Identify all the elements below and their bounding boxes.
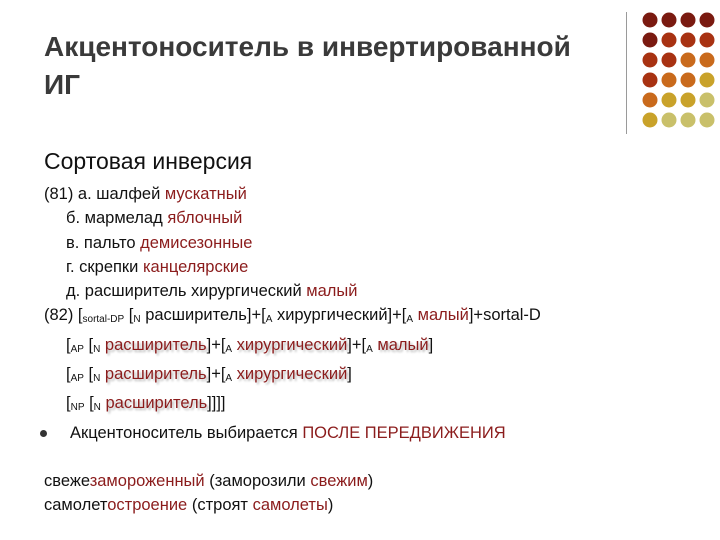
example-82-line-2: [$_{AP}$ [$_N$ $расширитель]+[_A$ $хирургический]+[_A$ малый]: [66, 335, 434, 355]
accent-word: расширитель: [100, 394, 208, 413]
accent-word: замороженный: [89, 472, 205, 490]
decorative-dot: [681, 33, 696, 48]
decorative-dot-grid: [640, 10, 720, 134]
accent-word: хирургический: [232, 365, 348, 384]
example-81-a: (81) а. шалфей мускатный: [44, 185, 247, 203]
compound-example-1: свежезамороженный (заморозили свежим): [44, 472, 374, 490]
slide-body: [44, 146, 704, 445]
decorative-dot: [700, 13, 715, 28]
accent-word: самолеты: [252, 496, 328, 515]
compound-examples: [44, 469, 704, 518]
decorative-dot: [700, 73, 715, 88]
example-81-d: г. скрепки канцелярские: [66, 257, 249, 276]
accent-word: канцелярские: [142, 257, 249, 276]
example-82-line-3: [$_{AP}$ [$_N$ $расширитель]+[_A$ хирургический]: [66, 365, 352, 385]
compound-example-2: самолетостроение (строят самолеты): [44, 496, 334, 515]
accent-word: малый: [306, 282, 358, 301]
accent-word: мускатный: [164, 185, 247, 203]
decorative-dot: [681, 73, 696, 88]
decorative-dot: [643, 93, 658, 108]
decorative-dot: [662, 93, 677, 108]
example-81-b: б. мармелад яблочный: [66, 209, 243, 228]
accent-word: расширитель: [100, 335, 207, 354]
decorative-dot: [643, 73, 658, 88]
decorative-dot: [662, 113, 677, 128]
decorative-dot: [662, 53, 677, 68]
decorative-dot: [643, 33, 658, 48]
section-heading: Сортовая инверсия: [44, 148, 253, 174]
accent-word: малый: [413, 306, 469, 325]
decorative-dot: [643, 53, 658, 68]
decorative-dot: [700, 33, 715, 48]
accent-word: хирургический: [232, 335, 348, 354]
example-82-line-1: (82) [$_{sortal-DP}$ [$_N$ $расширитель]+[_A$ $хирургический]+[_A$ малый]+sortal-D: [44, 306, 541, 326]
accent-word: свежим: [310, 472, 368, 490]
decorative-dot: [681, 113, 696, 128]
decorative-dot: [643, 13, 658, 28]
decorative-dot: [662, 13, 677, 28]
decorative-dot: [662, 73, 677, 88]
accent-phrase: ПОСЛЕ ПЕРЕДВИЖЕНИЯ: [302, 423, 506, 442]
accent-word: яблочный: [167, 209, 243, 228]
decorative-dot: [700, 93, 715, 108]
decorative-dot: [662, 33, 677, 48]
accent-word: расширитель: [100, 365, 207, 384]
decorative-dot: [700, 113, 715, 128]
accent-word: остроение: [107, 496, 188, 515]
slide-title: Акцентоноситель в инвертированной ИГ: [44, 31, 571, 100]
decorative-dot: [681, 13, 696, 28]
decorative-dot: [643, 113, 658, 128]
bullet-dot-icon: [40, 430, 47, 437]
accent-word: демисезонные: [140, 233, 253, 252]
decorative-dot: [681, 93, 696, 108]
bullet-point: Акцентоноситель выбирается ПОСЛЕ ПЕРЕДВИЖЕНИЯ: [44, 421, 704, 445]
decorative-dot: [681, 53, 696, 68]
example-81-e: д. расширитель хирургический малый: [66, 282, 358, 301]
example-82-line-4: [$_{NP}$ [$_N$ расширитель]]]]: [66, 394, 226, 414]
decorative-dot: [700, 53, 715, 68]
accent-word: малый: [372, 335, 429, 354]
decorative-divider: [626, 12, 627, 134]
example-81-c: в. пальто демисезонные: [66, 233, 253, 252]
